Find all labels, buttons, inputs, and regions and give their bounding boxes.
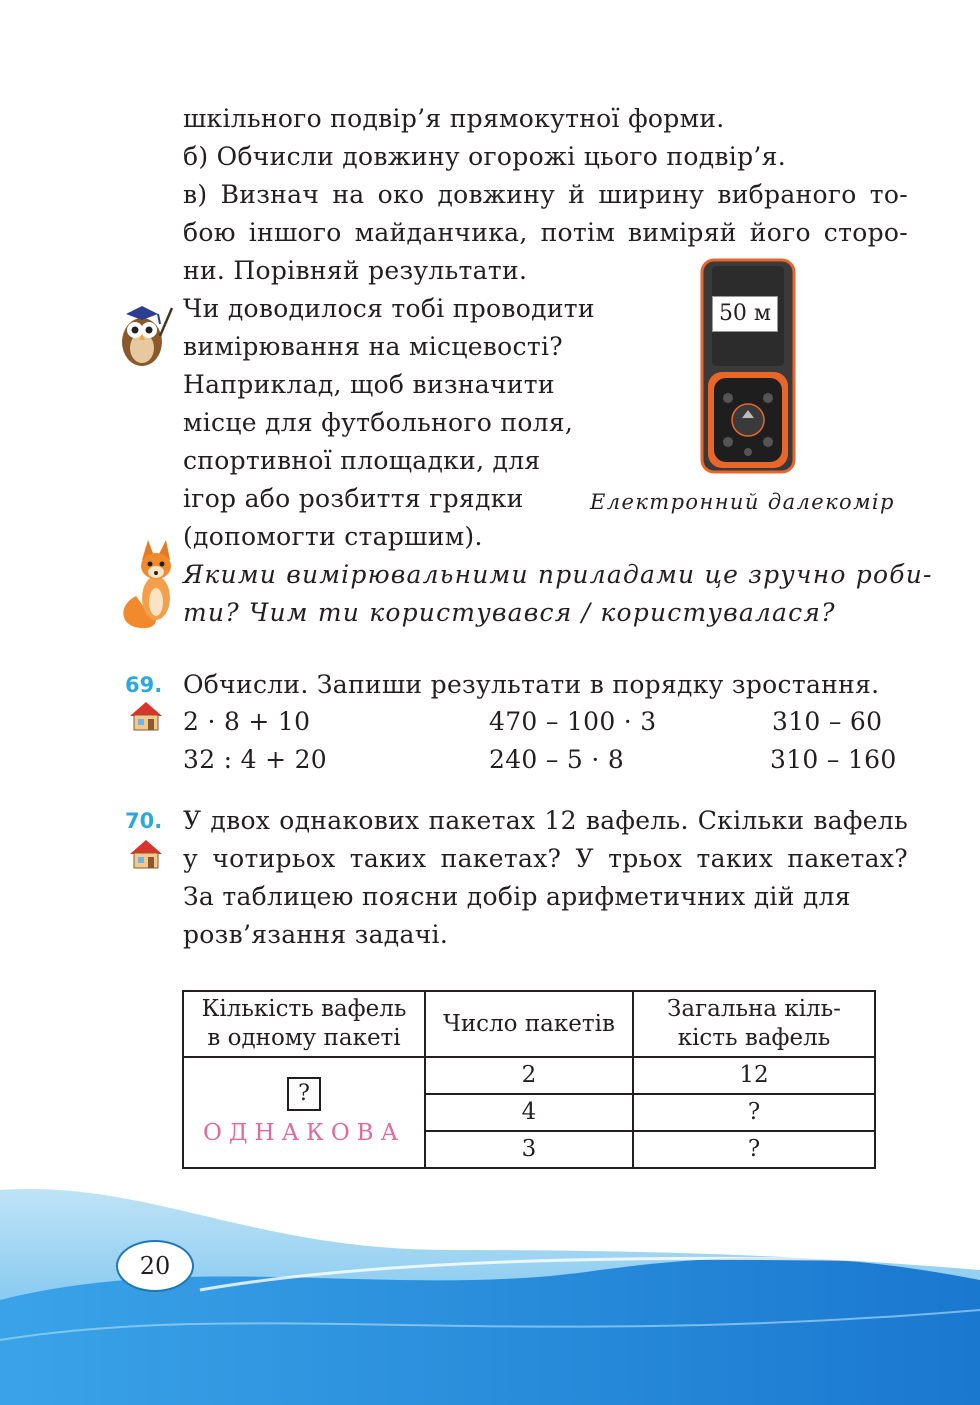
fox-line-1: Якими вимірювальними приладами це зручно роби- <box>183 560 933 589</box>
header-packets: Число пакетів <box>425 991 633 1057</box>
owl-line-1: Чи доводилося тобі проводити <box>183 294 595 323</box>
text-line-3: в) Визнач на око довжину й ширину вибраного то- <box>183 180 908 209</box>
total-cell: ? <box>633 1094 875 1131</box>
text-line-1: шкільного подвір’я прямокутної форми. <box>183 104 725 133</box>
text-line-5: ни. Порівняй результати. <box>183 256 528 285</box>
owl-icon <box>112 300 176 370</box>
task-69-text: Обчисли. Запиши результати в порядку зростання. <box>183 670 880 699</box>
total-cell: ? <box>633 1131 875 1168</box>
owl-line-2: вимірювання на місцевості? <box>183 332 563 361</box>
owl-line-6: ігор або розбиття грядки <box>183 484 524 513</box>
house-icon <box>128 700 164 732</box>
packets-cell: 4 <box>425 1094 633 1131</box>
expr-2-1: 470 – 100 · 3 <box>489 707 657 736</box>
fox-line-2: ти? Чим ти користувався / користувалася? <box>183 598 836 627</box>
task-70-line-4: розв’язання задачі. <box>183 920 449 949</box>
expr-1-2: 32 : 4 + 20 <box>183 745 327 774</box>
unknown-box: ? <box>287 1077 321 1111</box>
house-icon <box>128 838 164 870</box>
waffle-table <box>182 990 876 1169</box>
expr-3-2: 310 – 160 <box>770 745 897 774</box>
packets-cell: 3 <box>425 1131 633 1168</box>
expr-3-1: 310 – 60 <box>772 707 883 736</box>
page-number: 20 <box>116 1240 194 1292</box>
owl-line-3: Наприклад, щоб визначити <box>183 370 555 399</box>
header-total: Загальна кіль- кість вафель <box>633 991 875 1057</box>
text-line-2: б) Обчисли довжину огорожі цього подвір’я. <box>183 142 786 171</box>
expr-1-1: 2 · 8 + 10 <box>183 707 311 736</box>
per-packet-cell <box>183 1057 425 1168</box>
packets-cell: 2 <box>425 1057 633 1094</box>
text-line-4: бою іншого майданчика, потім виміряй його сторо- <box>183 218 908 247</box>
expr-2-2: 240 – 5 · 8 <box>489 745 625 774</box>
task-70-number: 70. <box>125 809 163 833</box>
total-cell: 12 <box>633 1057 875 1094</box>
owl-line-4: місце для футбольного поля, <box>183 408 574 437</box>
owl-line-7: (допомогти старшим). <box>183 522 483 551</box>
rangefinder-image <box>700 258 796 474</box>
task-70-line-1: У двох однакових пакетах 12 вафель. Скільки вафель <box>183 806 908 835</box>
header-per-packet: Кількість вафель в одному пакеті <box>183 991 425 1057</box>
owl-line-5: спортивної площадки, для <box>183 446 541 475</box>
device-caption: Електронний далекомір <box>590 490 895 514</box>
task-70-line-2: у чотирьох таких пакетах? У трьох таких пакетах? <box>183 844 908 873</box>
same-label: ОДНАКОВА <box>202 1120 405 1146</box>
fox-icon <box>116 536 182 632</box>
task-69-number: 69. <box>125 673 163 697</box>
device-screen-label: 50 м <box>712 296 778 332</box>
task-70-line-3: За таблицею поясни добір арифметичних дій для <box>183 882 851 911</box>
